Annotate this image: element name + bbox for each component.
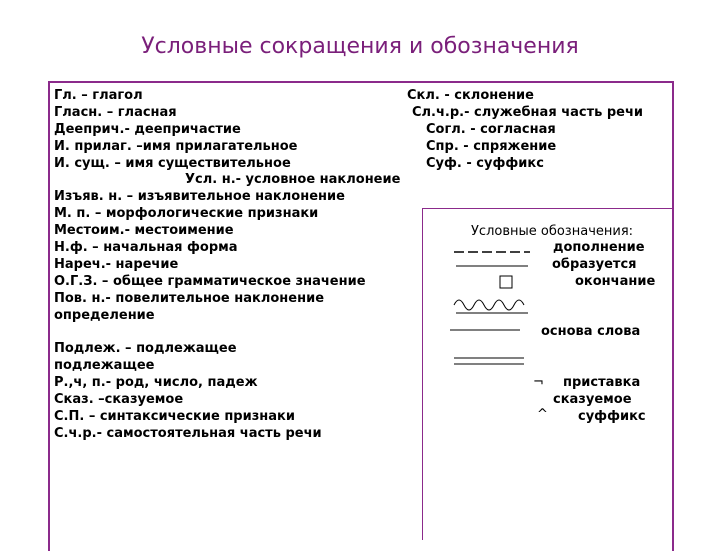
legend-skazuemoe: сказуемое [553, 392, 632, 407]
prefix-symbol-icon: ¬ [533, 375, 544, 390]
abbr-n-f: Н.ф. – начальная форма [54, 240, 238, 255]
stem-line-icon [448, 324, 524, 336]
ending-box-icon [498, 274, 514, 290]
abbr-i-sushch: И. сущ. – имя существительное [54, 156, 291, 171]
legend-dopolnenie: дополнение [553, 240, 645, 255]
abbr-deeprich: Дееприч.- деепричастие [54, 122, 241, 137]
abbr-sogl: Согл. - согласная [426, 122, 556, 137]
abbr-podlezh: Подлеж. – подлежащее [54, 341, 237, 356]
abbr-opredelenie: определение [54, 308, 155, 323]
abbr-i-prilag: И. прилаг. –имя прилагательное [54, 139, 298, 154]
legend-pristavka: приставка [563, 375, 641, 390]
abbr-skl: Скл. - склонение [407, 88, 534, 103]
legend-osnova: основа слова [541, 324, 641, 339]
abbr-rchp: Р.,ч, п.- род, число, падеж [54, 375, 258, 390]
legend-okonchanie: окончание [575, 274, 656, 289]
arrow-forms-icon [452, 256, 532, 276]
suffix-symbol-icon: ^ [537, 407, 548, 422]
abbr-slchr: Сл.ч.р.- служебная часть речи [412, 105, 644, 120]
abbr-podlezhashchee: подлежащее [54, 358, 155, 373]
abbr-schr: С.ч.р.- самостоятельная часть речи [54, 426, 322, 441]
abbr-spr: Спр. - спряжение [426, 139, 557, 154]
abbr-izyav-n: Изъяв. н. – изъявительное наклонение [54, 189, 345, 204]
abbr-skaz: Сказ. –сказуемое [54, 392, 184, 407]
abbr-narech: Нареч.- наречие [54, 257, 179, 272]
abbr-ogz: О.Г.З. – общее грамматическое значение [54, 274, 366, 289]
abbr-suf: Суф. - суффикс [426, 156, 544, 171]
legend-suffiks: суффикс [578, 409, 646, 424]
double-line-icon [452, 354, 528, 374]
wavy-line-icon [452, 293, 532, 315]
abbr-mestoim: Местоим.- местоимение [54, 223, 234, 238]
legend-obrazuetsya: образуется [552, 257, 637, 272]
abbr-glasn: Гласн. – гласная [54, 105, 177, 120]
page-title: Условные сокращения и обозначения [141, 34, 579, 59]
abbr-usl-n: Усл. н.- условное наклонеие [185, 172, 401, 187]
abbr-pov-n: Пов. н.- повелительное наклонение [54, 291, 325, 306]
abbr-m-p: М. п. – морфологические признаки [54, 206, 319, 221]
abbr-sp: С.П. – синтаксические признаки [54, 409, 295, 424]
abbr-gl: Гл. – глагол [54, 88, 143, 103]
legend-heading: Условные обозначения: [471, 224, 634, 239]
